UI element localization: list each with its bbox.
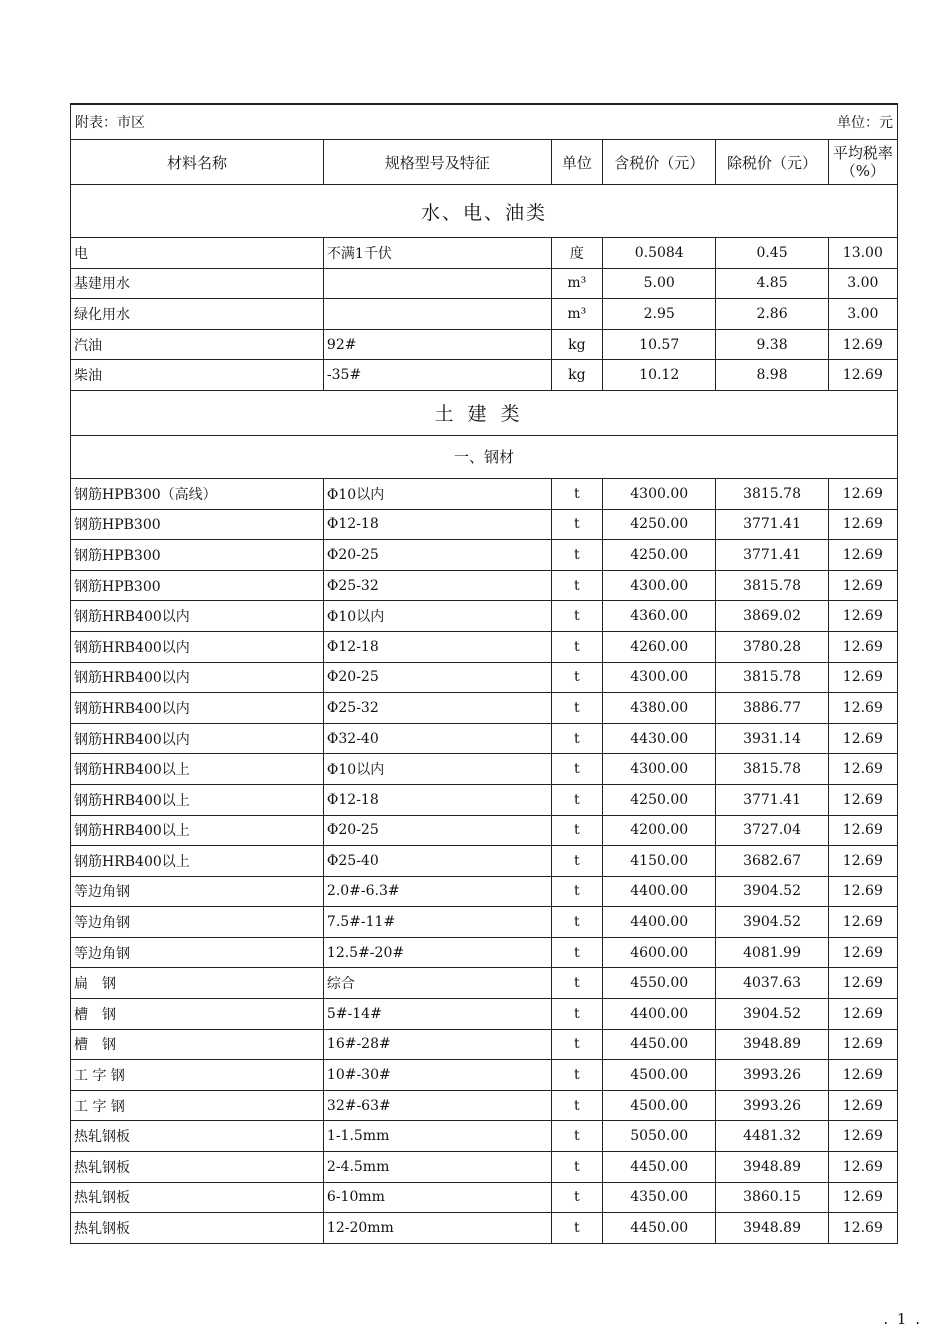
cell-spec: Φ10以内 [323,601,551,632]
cell-unit: t [551,754,602,785]
cell-unit: t [551,937,602,968]
cell-tax-price: 4300.00 [603,478,716,509]
column-header-row [71,140,898,185]
cell-net-price: 3815.78 [716,570,828,601]
cell-tax-rate: 12.69 [828,478,897,509]
table-row [71,846,898,877]
cell-tax-price: 4450.00 [603,1152,716,1183]
cell-tax-price: 4250.00 [603,784,716,815]
cell-net-price: 3904.52 [716,999,828,1030]
cell-material-name: 槽 钢 [71,1029,324,1060]
cell-tax-rate: 12.69 [828,1090,897,1121]
cell-tax-rate: 12.69 [828,968,897,999]
cell-tax-price: 10.57 [603,329,716,360]
cell-tax-price: 4430.00 [603,723,716,754]
cell-material-name: 绿化用水 [71,299,324,330]
cell-spec: 32#-63# [323,1090,551,1121]
cell-unit: t [551,999,602,1030]
table-row [71,360,898,391]
table-row [71,968,898,999]
attachment-label: 附表：市区 [71,104,603,140]
table-row [71,238,898,269]
cell-tax-rate: 12.69 [828,1213,897,1244]
cell-tax-price: 4600.00 [603,937,716,968]
cell-material-name: 钢筋HRB400以上 [71,754,324,785]
cell-net-price: 4081.99 [716,937,828,968]
cell-tax-price: 4300.00 [603,754,716,785]
table-caption-row [71,104,898,140]
cell-net-price: 3682.67 [716,846,828,877]
table-row [71,631,898,662]
cell-spec: Φ12-18 [323,509,551,540]
cell-material-name: 钢筋HRB400以上 [71,784,324,815]
cell-material-name: 工 字 钢 [71,1060,324,1091]
cell-net-price: 3780.28 [716,631,828,662]
cell-spec: Φ20-25 [323,815,551,846]
cell-spec: Φ20-25 [323,662,551,693]
cell-tax-price: 4400.00 [603,999,716,1030]
cell-unit: m³ [551,268,602,299]
cell-material-name: 钢筋HRB400以内 [71,723,324,754]
cell-material-name: 钢筋HRB400以上 [71,846,324,877]
cell-spec: 7.5#-11# [323,907,551,938]
cell-spec: 2.0#-6.3# [323,876,551,907]
cell-unit: t [551,907,602,938]
cell-tax-rate: 12.69 [828,999,897,1030]
cell-net-price: 3993.26 [716,1090,828,1121]
cell-net-price: 3815.78 [716,754,828,785]
cell-net-price: 4037.63 [716,968,828,999]
cell-material-name: 钢筋HRB400以内 [71,693,324,724]
cell-spec: Φ10以内 [323,478,551,509]
cell-net-price: 8.98 [716,360,828,391]
cell-material-name: 热轧钢板 [71,1182,324,1213]
cell-tax-price: 5.00 [603,268,716,299]
cell-tax-price: 0.5084 [603,238,716,269]
table-row [71,999,898,1030]
cell-material-name: 等边角钢 [71,876,324,907]
cell-tax-rate: 12.69 [828,1060,897,1091]
cell-spec: -35# [323,360,551,391]
cell-tax-price: 10.12 [603,360,716,391]
cell-spec: 1-1.5mm [323,1121,551,1152]
table-row [71,478,898,509]
table-row [71,784,898,815]
cell-tax-price: 4450.00 [603,1213,716,1244]
cell-tax-price: 4380.00 [603,693,716,724]
price-sheet [70,103,898,1244]
cell-net-price: 3948.89 [716,1029,828,1060]
table-row [71,1121,898,1152]
cell-unit: t [551,540,602,571]
cell-unit: 度 [551,238,602,269]
cell-tax-price: 4250.00 [603,540,716,571]
cell-net-price: 3993.26 [716,1060,828,1091]
cell-spec: 5#-14# [323,999,551,1030]
cell-unit: t [551,662,602,693]
cell-material-name: 等边角钢 [71,937,324,968]
cell-unit: t [551,784,602,815]
table-row [71,1213,898,1244]
cell-unit: t [551,876,602,907]
table-row [71,723,898,754]
cell-net-price: 4481.32 [716,1121,828,1152]
col-header-spec: 规格型号及特征 [323,140,551,185]
cell-tax-price: 4500.00 [603,1090,716,1121]
section-title: 土建类 [71,390,898,435]
cell-tax-rate: 12.69 [828,846,897,877]
cell-net-price: 3771.41 [716,540,828,571]
material-price-table [70,103,898,1244]
table-row [71,754,898,785]
table-row [71,693,898,724]
cell-spec: Φ25-32 [323,570,551,601]
cell-spec: 10#-30# [323,1060,551,1091]
cell-tax-rate: 12.69 [828,1029,897,1060]
cell-unit: kg [551,360,602,391]
cell-tax-rate: 12.69 [828,723,897,754]
cell-net-price: 3931.14 [716,723,828,754]
cell-net-price: 4.85 [716,268,828,299]
cell-tax-price: 4360.00 [603,601,716,632]
cell-net-price: 3815.78 [716,662,828,693]
cell-tax-price: 4550.00 [603,968,716,999]
cell-spec: 不满1千伏 [323,238,551,269]
cell-spec: Φ10以内 [323,754,551,785]
cell-spec: 12.5#-20# [323,937,551,968]
cell-spec: Φ20-25 [323,540,551,571]
cell-material-name: 钢筋HPB300 [71,540,324,571]
cell-tax-rate: 12.69 [828,509,897,540]
cell-tax-rate: 12.69 [828,876,897,907]
col-header-tax-price: 含税价（元） [603,140,716,185]
cell-unit: t [551,1121,602,1152]
table-row [71,329,898,360]
cell-unit: m³ [551,299,602,330]
table-row [71,876,898,907]
cell-net-price: 3948.89 [716,1213,828,1244]
cell-material-name: 钢筋HPB300 [71,570,324,601]
cell-tax-rate: 12.69 [828,1182,897,1213]
cell-tax-rate: 12.69 [828,1152,897,1183]
cell-spec: Φ12-18 [323,784,551,815]
col-header-unit: 单位 [551,140,602,185]
cell-tax-rate: 12.69 [828,631,897,662]
table-row [71,815,898,846]
cell-tax-rate: 12.69 [828,815,897,846]
cell-material-name: 热轧钢板 [71,1121,324,1152]
cell-spec [323,268,551,299]
cell-net-price: 3869.02 [716,601,828,632]
cell-unit: t [551,1182,602,1213]
cell-tax-price: 4500.00 [603,1060,716,1091]
table-row [71,907,898,938]
cell-net-price: 3904.52 [716,907,828,938]
cell-unit: t [551,570,602,601]
cell-material-name: 钢筋HRB400以内 [71,662,324,693]
cell-tax-price: 4400.00 [603,876,716,907]
cell-spec: Φ32-40 [323,723,551,754]
cell-material-name: 热轧钢板 [71,1213,324,1244]
cell-net-price: 3771.41 [716,784,828,815]
cell-tax-rate: 3.00 [828,299,897,330]
cell-unit: t [551,1213,602,1244]
table-row [71,268,898,299]
cell-tax-rate: 13.00 [828,238,897,269]
cell-tax-rate: 12.69 [828,1121,897,1152]
cell-tax-price: 4350.00 [603,1182,716,1213]
cell-unit: t [551,1152,602,1183]
cell-material-name: 基建用水 [71,268,324,299]
cell-net-price: 3904.52 [716,876,828,907]
section-construction [71,390,898,435]
cell-spec [323,299,551,330]
cell-net-price: 2.86 [716,299,828,330]
cell-tax-rate: 12.69 [828,907,897,938]
cell-unit: t [551,509,602,540]
cell-material-name: 钢筋HRB400以内 [71,601,324,632]
cell-spec: 2-4.5mm [323,1152,551,1183]
cell-unit: t [551,1060,602,1091]
cell-unit: t [551,846,602,877]
table-row [71,540,898,571]
cell-spec: Φ25-40 [323,846,551,877]
cell-tax-rate: 12.69 [828,754,897,785]
cell-unit: t [551,601,602,632]
cell-spec: 12-20mm [323,1213,551,1244]
cell-net-price: 3948.89 [716,1152,828,1183]
cell-tax-rate: 12.69 [828,329,897,360]
cell-net-price: 9.38 [716,329,828,360]
cell-unit: t [551,631,602,662]
section-steel [71,435,898,478]
cell-material-name: 工 字 钢 [71,1090,324,1121]
cell-net-price: 0.45 [716,238,828,269]
cell-material-name: 钢筋HRB400以上 [71,815,324,846]
cell-tax-price: 4250.00 [603,509,716,540]
section-title: 一、钢材 [71,435,898,478]
cell-material-name: 钢筋HRB400以内 [71,631,324,662]
cell-material-name: 钢筋HPB300（高线） [71,478,324,509]
cell-net-price: 3886.77 [716,693,828,724]
cell-unit: t [551,478,602,509]
cell-tax-rate: 12.69 [828,360,897,391]
section-utilities [71,185,898,238]
cell-material-name: 扁 钢 [71,968,324,999]
cell-spec: 16#-28# [323,1029,551,1060]
cell-unit: t [551,1090,602,1121]
cell-material-name: 汽油 [71,329,324,360]
cell-net-price: 3860.15 [716,1182,828,1213]
cell-material-name: 热轧钢板 [71,1152,324,1183]
cell-tax-price: 5050.00 [603,1121,716,1152]
cell-spec: 综合 [323,968,551,999]
cell-tax-price: 4450.00 [603,1029,716,1060]
cell-spec: Φ12-18 [323,631,551,662]
cell-tax-price: 4300.00 [603,570,716,601]
cell-unit: t [551,815,602,846]
cell-spec: Φ25-32 [323,693,551,724]
table-row [71,937,898,968]
col-header-net-price: 除税价（元） [716,140,828,185]
cell-unit: t [551,723,602,754]
section-title: 水、电、油类 [71,185,898,238]
table-row [71,299,898,330]
col-header-tax-rate: 平均税率（%） [828,140,897,185]
cell-material-name: 钢筋HPB300 [71,509,324,540]
cell-tax-price: 4150.00 [603,846,716,877]
cell-tax-price: 2.95 [603,299,716,330]
table-row [71,1152,898,1183]
cell-tax-rate: 12.69 [828,693,897,724]
cell-tax-rate: 12.69 [828,784,897,815]
cell-tax-rate: 12.69 [828,662,897,693]
cell-tax-rate: 3.00 [828,268,897,299]
table-row [71,1060,898,1091]
table-row [71,509,898,540]
cell-unit: t [551,1029,602,1060]
unit-note: 单位：元 [603,104,898,140]
cell-tax-price: 4300.00 [603,662,716,693]
table-row [71,1090,898,1121]
cell-net-price: 3727.04 [716,815,828,846]
cell-net-price: 3815.78 [716,478,828,509]
table-row [71,662,898,693]
cell-material-name: 槽 钢 [71,999,324,1030]
table-row [71,601,898,632]
cell-tax-rate: 12.69 [828,937,897,968]
cell-tax-rate: 12.69 [828,540,897,571]
cell-tax-rate: 12.69 [828,601,897,632]
table-row [71,1182,898,1213]
cell-tax-price: 4400.00 [603,907,716,938]
cell-unit: t [551,693,602,724]
cell-spec: 92# [323,329,551,360]
cell-unit: t [551,968,602,999]
cell-unit: kg [551,329,602,360]
table-row [71,1029,898,1060]
cell-tax-rate: 12.69 [828,570,897,601]
cell-net-price: 3771.41 [716,509,828,540]
cell-material-name: 电 [71,238,324,269]
col-header-name: 材料名称 [71,140,324,185]
page-number: . 1 . [883,1310,922,1328]
cell-material-name: 等边角钢 [71,907,324,938]
table-row [71,570,898,601]
cell-material-name: 柴油 [71,360,324,391]
cell-tax-price: 4200.00 [603,815,716,846]
cell-spec: 6-10mm [323,1182,551,1213]
cell-tax-price: 4260.00 [603,631,716,662]
